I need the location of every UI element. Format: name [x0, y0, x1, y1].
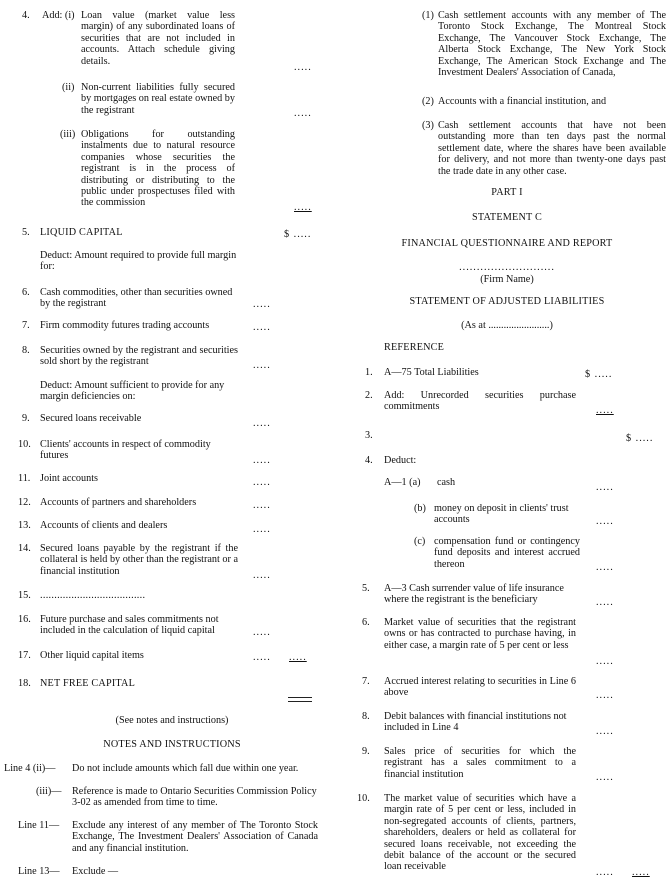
ref-5-dots: .....	[596, 597, 614, 608]
statement-heading: STATEMENT C	[472, 212, 542, 223]
item-11-dots: .....	[253, 477, 271, 488]
as-at-date: (As at ........................)	[461, 320, 553, 331]
ref-5-text: A—3 Cash surrender value of life insurance where the registrant is the beneficiary	[384, 583, 564, 606]
ref-9-text: Sales price of securities for which the registrant has a sales commitment to a financial institution	[384, 746, 576, 780]
item-15-blank: .....................................	[40, 590, 146, 601]
item-7-number: 7.	[22, 320, 30, 331]
exclusion-3-number: (3)	[422, 120, 434, 131]
ref-3-amount: $ .....	[626, 433, 654, 444]
ref-5-number: 5.	[362, 583, 370, 594]
ref-4c-label: (c)	[414, 536, 426, 547]
ref-2-number: 2.	[365, 390, 373, 401]
ref-7-number: 7.	[362, 676, 370, 687]
ref-4b-label: (b)	[414, 503, 426, 514]
item-14-number: 14.	[18, 543, 31, 554]
item-4-i-text: Loan value (market value less margin) of any subordinated loans of securities that are not included in accounts. Attach schedule giving details.	[81, 10, 235, 67]
item-7-dots: .....	[253, 322, 271, 333]
ref-6-number: 6.	[362, 617, 370, 628]
ref-10-dots: .....	[596, 867, 614, 878]
left-column	[0, 0, 330, 889]
item-8-text: Securities owned by the registrant and securities sold short by the registrant	[40, 345, 238, 368]
ref-4-text: Deduct:	[384, 455, 417, 466]
liquid-capital-label: LIQUID CAPITAL	[40, 227, 123, 238]
ref-10-dots-total: .....	[632, 867, 650, 878]
note-ref-line-4-iii: (iii)—	[36, 786, 62, 797]
item-16-dots: .....	[253, 627, 271, 638]
item-4-ii-label: (ii)	[62, 82, 75, 93]
ref-4c-dots: .....	[596, 562, 614, 573]
exclusion-3-text: Cash settlement accounts that have not been outstanding more than ten days past the normal settlement date, where the shares have been available for delivery, and not more than twenty-one days past the trade date in any other case.	[438, 120, 666, 177]
note-ref-line-11: Line 11—	[18, 820, 60, 831]
ref-1-number: 1.	[365, 367, 373, 378]
note-line-4-iii: Reference is made to Ontario Securities Commission Policy 3-02 as amended from time to time.	[72, 786, 317, 809]
item-11-number: 11.	[18, 473, 31, 484]
deduct-sufficient: Deduct: Amount sufficient to provide for any margin deficiencies on:	[40, 380, 225, 403]
item-7-text: Firm commodity futures trading accounts	[40, 320, 210, 331]
item-4-iii-text: Obligations for outstanding instalments due to natural resource companies whose securities the registrant is in the process of distributing or distributing to the public under prospectuses filed with the commission	[81, 129, 235, 209]
item-10-dots: .....	[253, 455, 271, 466]
item-17-text: Other liquid capital items	[40, 650, 144, 661]
note-ref-line-13: Line 13—	[18, 866, 60, 877]
item-9-text: Secured loans receivable	[40, 413, 142, 424]
item-10-text: Clients' accounts in respect of commodity futures	[40, 439, 211, 462]
item-15-number: 15.	[18, 590, 31, 601]
double-rule	[288, 697, 312, 702]
ref-8-number: 8.	[362, 711, 370, 722]
notes-heading: NOTES AND INSTRUCTIONS	[103, 739, 241, 750]
item-4-iii-label: (iii)	[60, 129, 76, 140]
note-line-4-ii: Do not include amounts which fall due within one year.	[72, 763, 299, 774]
ref-3-number: 3.	[365, 430, 373, 441]
item-13-dots: .....	[253, 524, 271, 535]
item-8-dots: .....	[253, 360, 271, 371]
item-13-number: 13.	[18, 520, 31, 531]
item-13-text: Accounts of clients and dealers	[40, 520, 168, 531]
ref-1-amount: $ .....	[585, 369, 613, 380]
note-line-13: Exclude —	[72, 866, 119, 877]
ref-4a-text: cash	[437, 477, 456, 488]
firm-name-blank: ...........................	[459, 262, 555, 273]
exclusion-1-number: (1)	[422, 10, 434, 21]
item-16-text: Future purchase and sales commitments not included in the calculation of liquid capital	[40, 614, 219, 637]
ref-4b-text: money on deposit in clients' trust accounts	[434, 503, 569, 526]
financial-questionnaire-heading: FINANCIAL QUESTIONNAIRE AND REPORT	[401, 238, 613, 249]
ref-2-text: Add: Unrecorded securities purchase commitments	[384, 390, 576, 413]
firm-name-caption: (Firm Name)	[480, 274, 534, 285]
note-ref-line-4-ii: Line 4 (ii)—	[4, 763, 56, 774]
item-9-number: 9.	[22, 413, 30, 424]
liquid-capital-amount: $ .....	[284, 229, 312, 240]
item-4-ii-text: Non-current liabilities fully secured by mortgages on real estate owned by the registrant	[81, 82, 235, 116]
exclusion-1-text: Cash settlement accounts with any member of The Toronto Stock Exchange, The Montreal Stock Exchange, The Vancouver Stock Exchange, The Alberta Stock Exchange, The New York Stock Exchange, The American Stock Exchange and The Investment Dealers' Association of Canada,	[438, 10, 666, 79]
ref-4-number: 4.	[365, 455, 373, 466]
ref-10-text: The market value of securities which have a margin rate of 5 per cent or less, included in non-segregated accounts of clients, partners, shareholders, dealers or held as collateral for secured loans receivable, not exceeding the debit balance of the account or the secured loan receivable	[384, 793, 576, 873]
item-4-number: 4.	[22, 10, 30, 21]
item-9-dots: .....	[253, 418, 271, 429]
part-heading: PART I	[491, 187, 523, 198]
item-17-number: 17.	[18, 650, 31, 661]
item-16-number: 16.	[18, 614, 31, 625]
item-6-text: Cash commodities, other than securities owned by the registrant	[40, 287, 233, 310]
ref-6-text: Market value of securities that the registrant owns or has contracted to purchase having, in either case, a margin rate of 5 per cent or less	[384, 617, 576, 651]
item-4-iii-dots: .....	[294, 202, 312, 213]
ref-6-dots: .....	[596, 656, 614, 667]
ref-8-dots: .....	[596, 726, 614, 737]
item-18-number: 18.	[18, 678, 31, 689]
ref-9-number: 9.	[362, 746, 370, 757]
ref-4b-dots: .....	[596, 516, 614, 527]
ref-4a-label: A—1 (a)	[384, 477, 421, 488]
item-14-text: Secured loans payable by the registrant if the collateral is held by other than the registrant or a financial institution	[40, 543, 238, 577]
ref-10-number: 10.	[357, 793, 370, 804]
ref-7-text: Accrued interest relating to securities in Line 6 above	[384, 676, 576, 699]
deduct-full-margin: Deduct: Amount required to provide full margin for:	[40, 250, 237, 273]
item-4-ii-dots: .....	[294, 108, 312, 119]
item-11-text: Joint accounts	[40, 473, 99, 484]
item-4-i-label: Add: (i)	[42, 10, 75, 21]
item-17-dots-total: .....	[289, 652, 307, 663]
exclusion-2-text: Accounts with a financial institution, and	[438, 96, 607, 107]
item-4-i-dots: .....	[294, 62, 312, 73]
item-17-dots: .....	[253, 652, 271, 663]
net-free-capital-label: NET FREE CAPITAL	[40, 678, 136, 689]
see-notes: (See notes and instructions)	[115, 715, 229, 726]
item-6-number: 6.	[22, 287, 30, 298]
item-5-number: 5.	[22, 227, 30, 238]
ref-4c-text: compensation fund or contingency fund deposits and interest accrued thereon	[434, 536, 580, 570]
right-column	[342, 0, 671, 889]
adjusted-liabilities-heading: STATEMENT OF ADJUSTED LIABILITIES	[409, 296, 605, 307]
item-8-number: 8.	[22, 345, 30, 356]
item-12-number: 12.	[18, 497, 31, 508]
ref-8-text: Debit balances with financial institutions not included in Line 4	[384, 711, 567, 734]
ref-4a-dots: .....	[596, 482, 614, 493]
item-6-dots: .....	[253, 299, 271, 310]
ref-9-dots: .....	[596, 772, 614, 783]
item-12-dots: .....	[253, 500, 271, 511]
item-14-dots: .....	[253, 570, 271, 581]
note-line-11: Exclude any interest of any member of The Toronto Stock Exchange, The Investment Dealers' Association of Canada and any financial institution.	[72, 820, 318, 854]
reference-heading: REFERENCE	[384, 342, 445, 353]
ref-1-text: A—75 Total Liabilities	[384, 367, 479, 378]
ref-2-dots: .....	[596, 405, 614, 416]
exclusion-2-number: (2)	[422, 96, 434, 107]
ref-7-dots: .....	[596, 690, 614, 701]
item-10-number: 10.	[18, 439, 31, 450]
item-12-text: Accounts of partners and shareholders	[40, 497, 197, 508]
